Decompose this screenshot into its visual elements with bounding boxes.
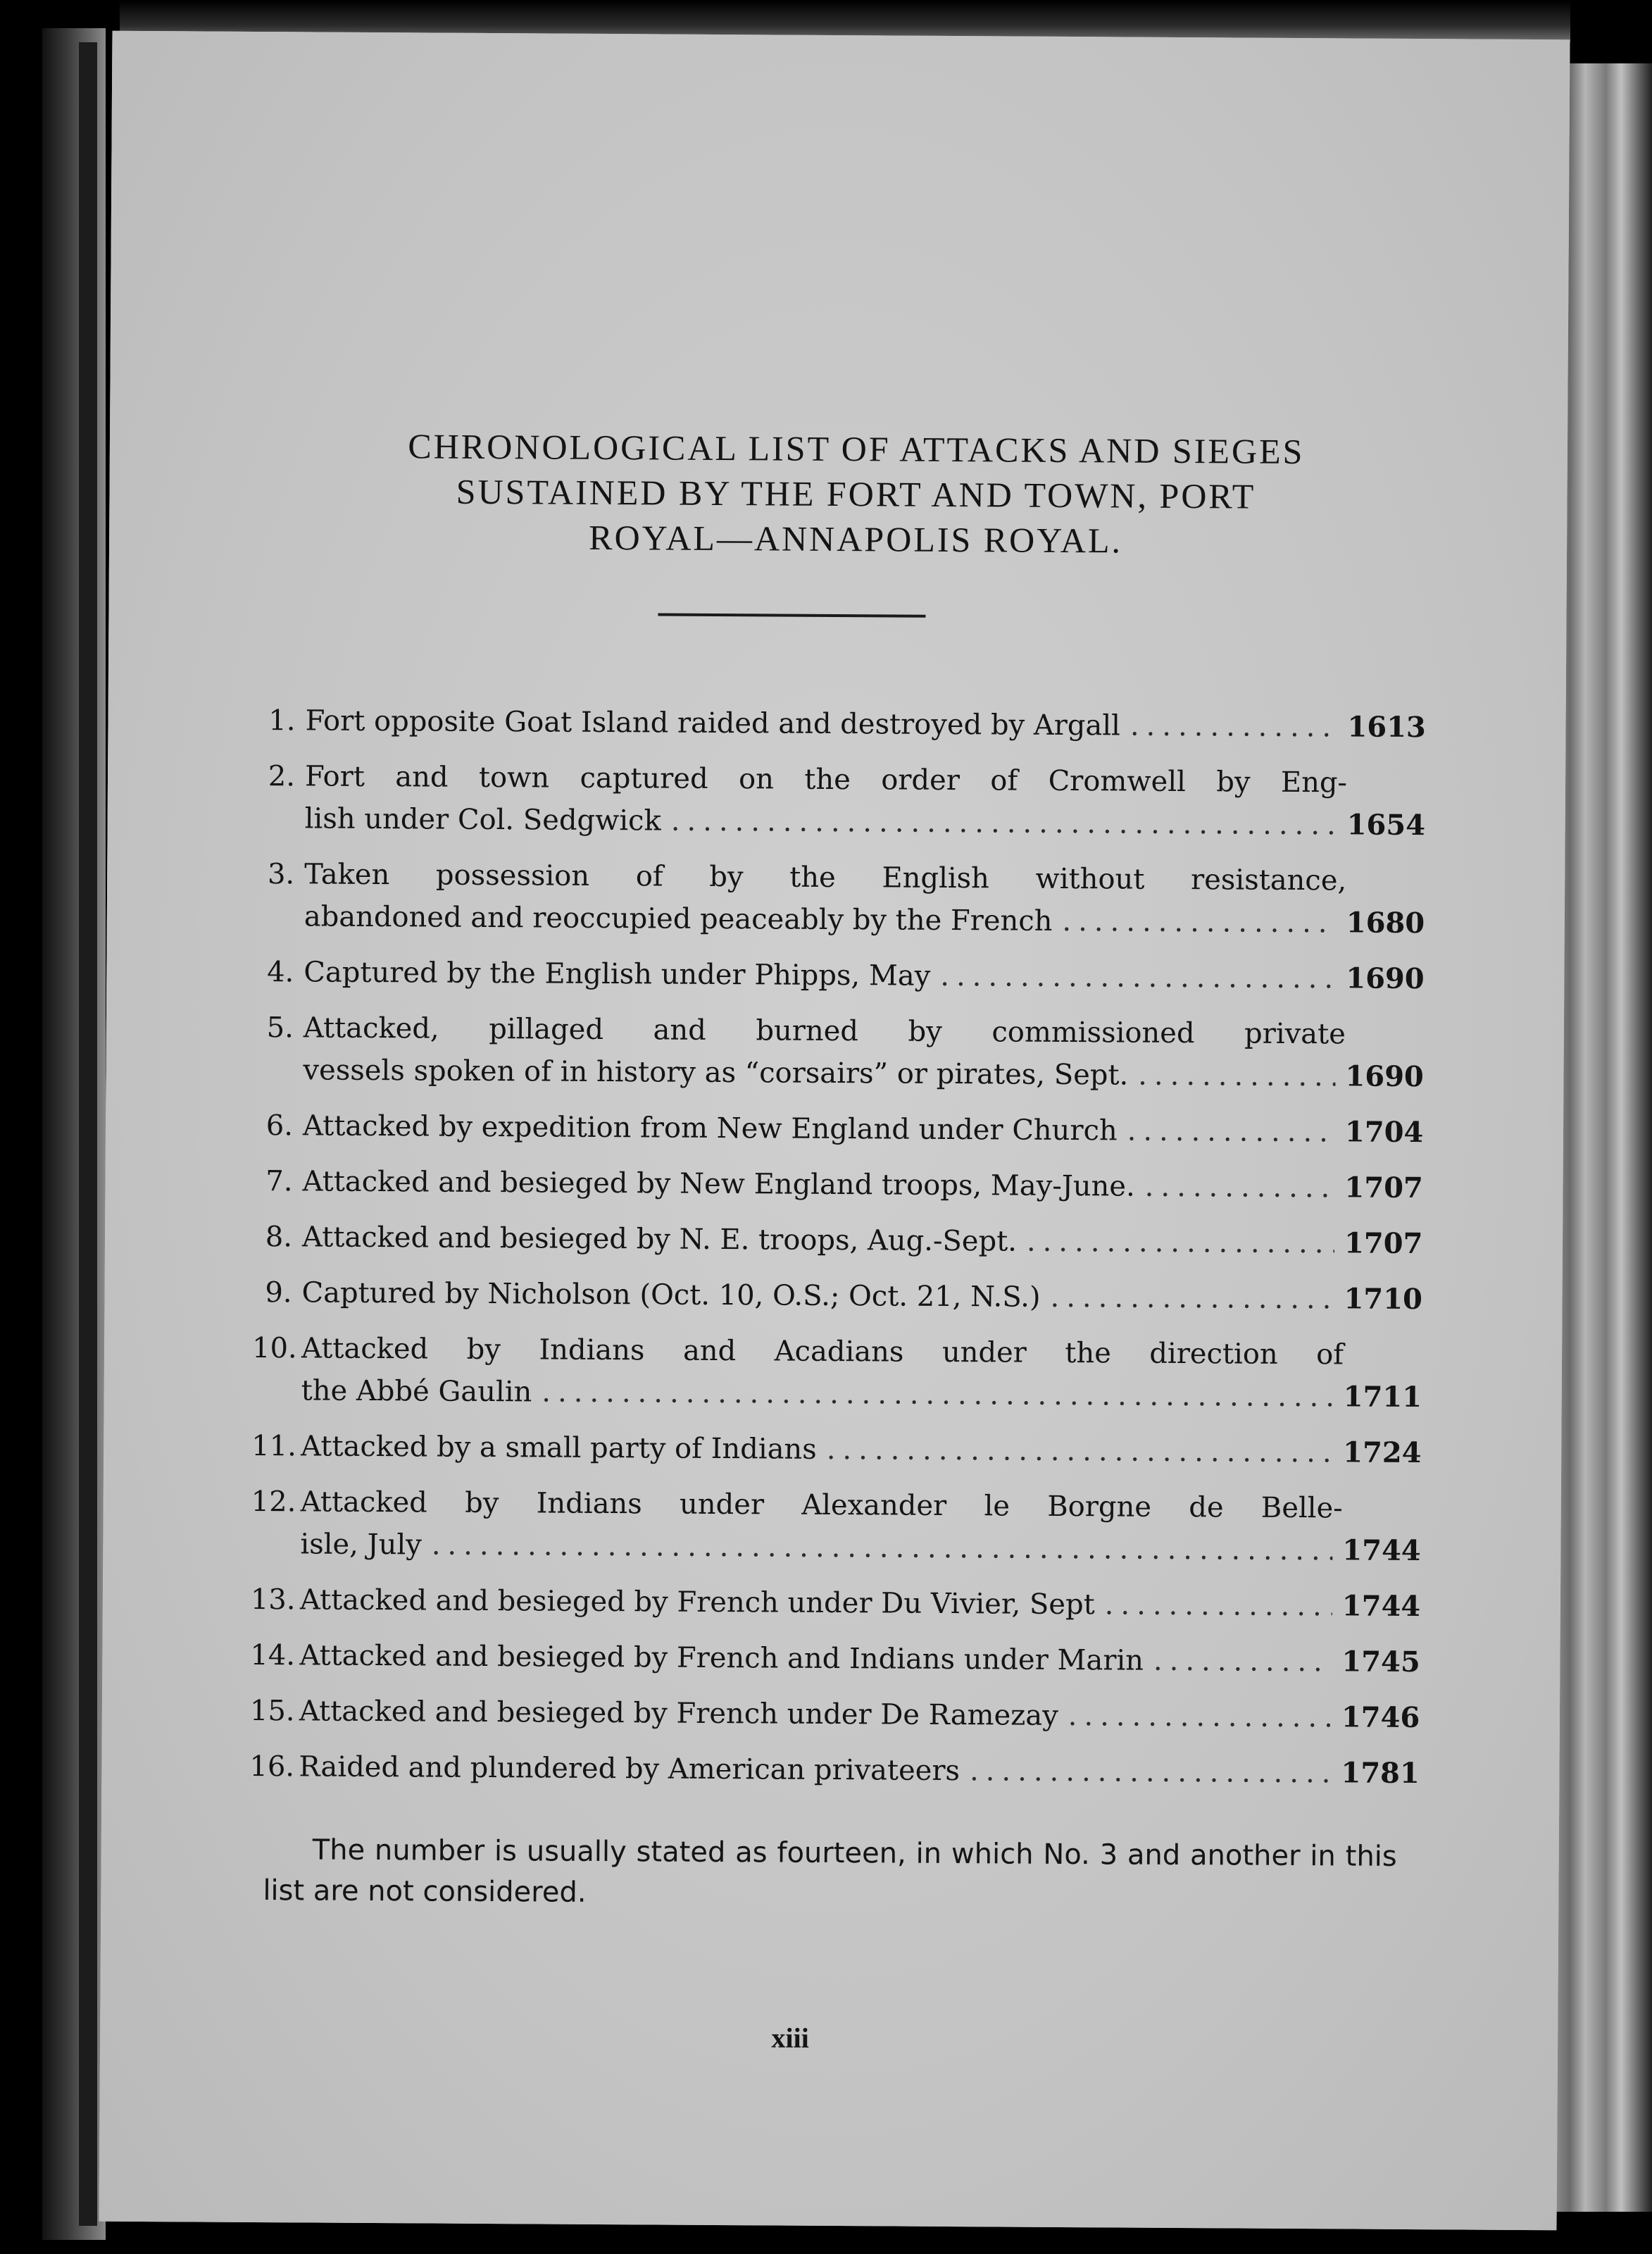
list-item-line [255, 895, 1424, 945]
item-text: abandoned and reoccupied peaceably by the French [304, 900, 1053, 938]
item-number: 15. [249, 1694, 295, 1728]
item-number: 5. [266, 1011, 294, 1045]
item-text: vessels spoken of in history as “corsairs” or pirates, Sept. [303, 1054, 1129, 1092]
dot-leader [1138, 1054, 1336, 1098]
list-item-line [250, 1690, 1419, 1739]
list-item-line [253, 1160, 1422, 1209]
item-year: 1707 [1344, 1226, 1423, 1261]
list-item-line [254, 1049, 1422, 1098]
item-text: Raided and plundered by American privateers [299, 1750, 960, 1788]
item-text: Attacked and besieged by French under Du Vivier, Sept [299, 1583, 1095, 1621]
list-item [256, 699, 1425, 749]
list-item-line [251, 1481, 1420, 1530]
footnote: The number is usually stated as fourteen, in which No. 3 and another in this list are not considered. [263, 1833, 1397, 1909]
book-page [99, 31, 1570, 2231]
item-year: 1690 [1346, 961, 1425, 996]
item-number: 16. [249, 1750, 295, 1783]
item-number: 6. [265, 1109, 294, 1142]
dot-leader [432, 1524, 1333, 1572]
item-number: 14. [250, 1638, 296, 1672]
item-year: 1745 [1341, 1645, 1420, 1679]
dot-leader [1062, 900, 1337, 944]
list-item [252, 1271, 1421, 1321]
item-year: 1613 [1347, 710, 1426, 745]
list-item-line [251, 1579, 1420, 1628]
item-text: Attacked and besieged by French and Indians under Marin [299, 1639, 1144, 1677]
item-year: 1680 [1346, 906, 1425, 940]
dot-leader [940, 955, 1336, 1000]
item-year: 1781 [1341, 1756, 1420, 1791]
item-text: Fort and town captured on the order of Cromwell by Eng- [304, 760, 1348, 799]
list-item-line [254, 951, 1423, 1000]
item-year: 1690 [1345, 1059, 1424, 1094]
item-number: 9. [265, 1276, 292, 1309]
item-number: 12. [251, 1485, 296, 1519]
dot-leader [1050, 1276, 1334, 1320]
list-item [251, 1481, 1420, 1572]
list-item [251, 1579, 1420, 1628]
item-year: 1710 [1344, 1282, 1423, 1316]
item-text: Attacked by Indians under Alexander le Borgne de Belle- [300, 1486, 1343, 1525]
item-text: isle, July [300, 1528, 422, 1562]
list-item-line [251, 1523, 1420, 1572]
year-spacer [1343, 1517, 1420, 1518]
item-number: 11. [251, 1429, 297, 1463]
item-year: 1711 [1343, 1380, 1422, 1414]
title-line-1: CHRONOLOGICAL LIST OF ATTACKS AND SIEGES [408, 426, 1305, 472]
list-item-line [255, 853, 1424, 902]
list-item-line [256, 797, 1425, 847]
list-item [254, 1007, 1423, 1098]
list-item [255, 853, 1425, 945]
list-item [252, 1327, 1422, 1419]
book-spine-shadow [79, 42, 97, 2226]
list-item-line [256, 755, 1425, 804]
item-number: 1. [268, 704, 296, 737]
item-number: 4. [267, 956, 294, 989]
list-item [254, 1104, 1422, 1154]
item-text: Attacked by a small party of Indians [301, 1430, 817, 1466]
list-item-line [252, 1369, 1421, 1419]
item-text: Fort opposite Goat Island raided and destroyed by Argall [305, 704, 1121, 742]
list-item-line [256, 699, 1425, 749]
item-number: 3. [267, 858, 295, 891]
list-item [250, 1690, 1419, 1739]
item-text: Captured by the English under Phipps, May [304, 956, 931, 992]
item-year: 1744 [1342, 1533, 1421, 1568]
list-item [249, 1745, 1418, 1795]
page-title [292, 423, 1420, 565]
item-year: 1746 [1341, 1700, 1420, 1735]
dot-leader [1153, 1640, 1332, 1683]
item-number: 2. [268, 760, 296, 793]
list-item [250, 1634, 1419, 1683]
dot-leader [1127, 1110, 1336, 1154]
item-text: Taken possession of by the English without resistance, [304, 858, 1347, 897]
dot-leader [671, 800, 1337, 847]
dot-leader [1130, 705, 1338, 749]
item-text: Attacked by Indians and Acadians under the direction of [301, 1332, 1344, 1371]
item-text: Attacked by expedition from New England under Church [302, 1109, 1118, 1147]
dot-leader [1145, 1166, 1335, 1209]
item-text: Attacked and besieged by New England troops, May-June. [302, 1165, 1135, 1203]
item-text: the Abbé Gaulin [301, 1374, 532, 1409]
item-text: Attacked and besieged by French under De Ramezay [299, 1695, 1058, 1732]
list-item-line [253, 1216, 1422, 1265]
title-line-2: SUSTAINED BY THE FORT AND TOWN, PORT [456, 471, 1256, 516]
list-item-line [252, 1327, 1421, 1376]
dot-leader [1027, 1221, 1334, 1265]
list-item [256, 755, 1425, 847]
list-item [253, 1160, 1422, 1209]
dot-leader [827, 1428, 1334, 1474]
item-number: 13. [250, 1583, 296, 1617]
dot-leader [970, 1750, 1332, 1794]
item-year: 1654 [1346, 808, 1426, 842]
dot-leader [542, 1371, 1334, 1418]
list-item [253, 1216, 1422, 1265]
item-year: 1704 [1344, 1115, 1424, 1150]
item-text: Attacked, pillaged and burned by commissioned private [303, 1011, 1346, 1051]
item-number: 10. [251, 1331, 297, 1365]
title-line-3: ROYAL—ANNAPOLIS ROYAL. [589, 517, 1123, 561]
list-item-line [254, 1007, 1423, 1056]
item-year: 1724 [1343, 1436, 1422, 1470]
item-text: lish under Col. Sedgwick [304, 802, 661, 838]
list-item-line [254, 1104, 1422, 1154]
list-item-line [252, 1271, 1421, 1321]
item-year: 1707 [1344, 1171, 1423, 1205]
attack-list [249, 699, 1425, 1808]
page-number: xiii [771, 2022, 809, 2054]
title-divider [658, 613, 925, 617]
item-text: Attacked and besieged by N. E. troops, Aug.-Sept. [301, 1221, 1018, 1258]
item-number: 8. [265, 1221, 293, 1254]
dot-leader [1105, 1583, 1333, 1627]
list-item [251, 1425, 1420, 1474]
list-item-line [249, 1745, 1418, 1795]
item-year: 1744 [1341, 1589, 1421, 1624]
list-item [254, 951, 1423, 1000]
dot-leader [1068, 1695, 1332, 1738]
year-spacer [1346, 1043, 1423, 1044]
list-item-line [250, 1634, 1419, 1683]
list-item-line [251, 1425, 1420, 1474]
item-number: 7. [265, 1165, 293, 1198]
item-text: Captured by Nicholson (Oct. 10, O.S.; Oct. 21, N.S.) [301, 1276, 1041, 1314]
